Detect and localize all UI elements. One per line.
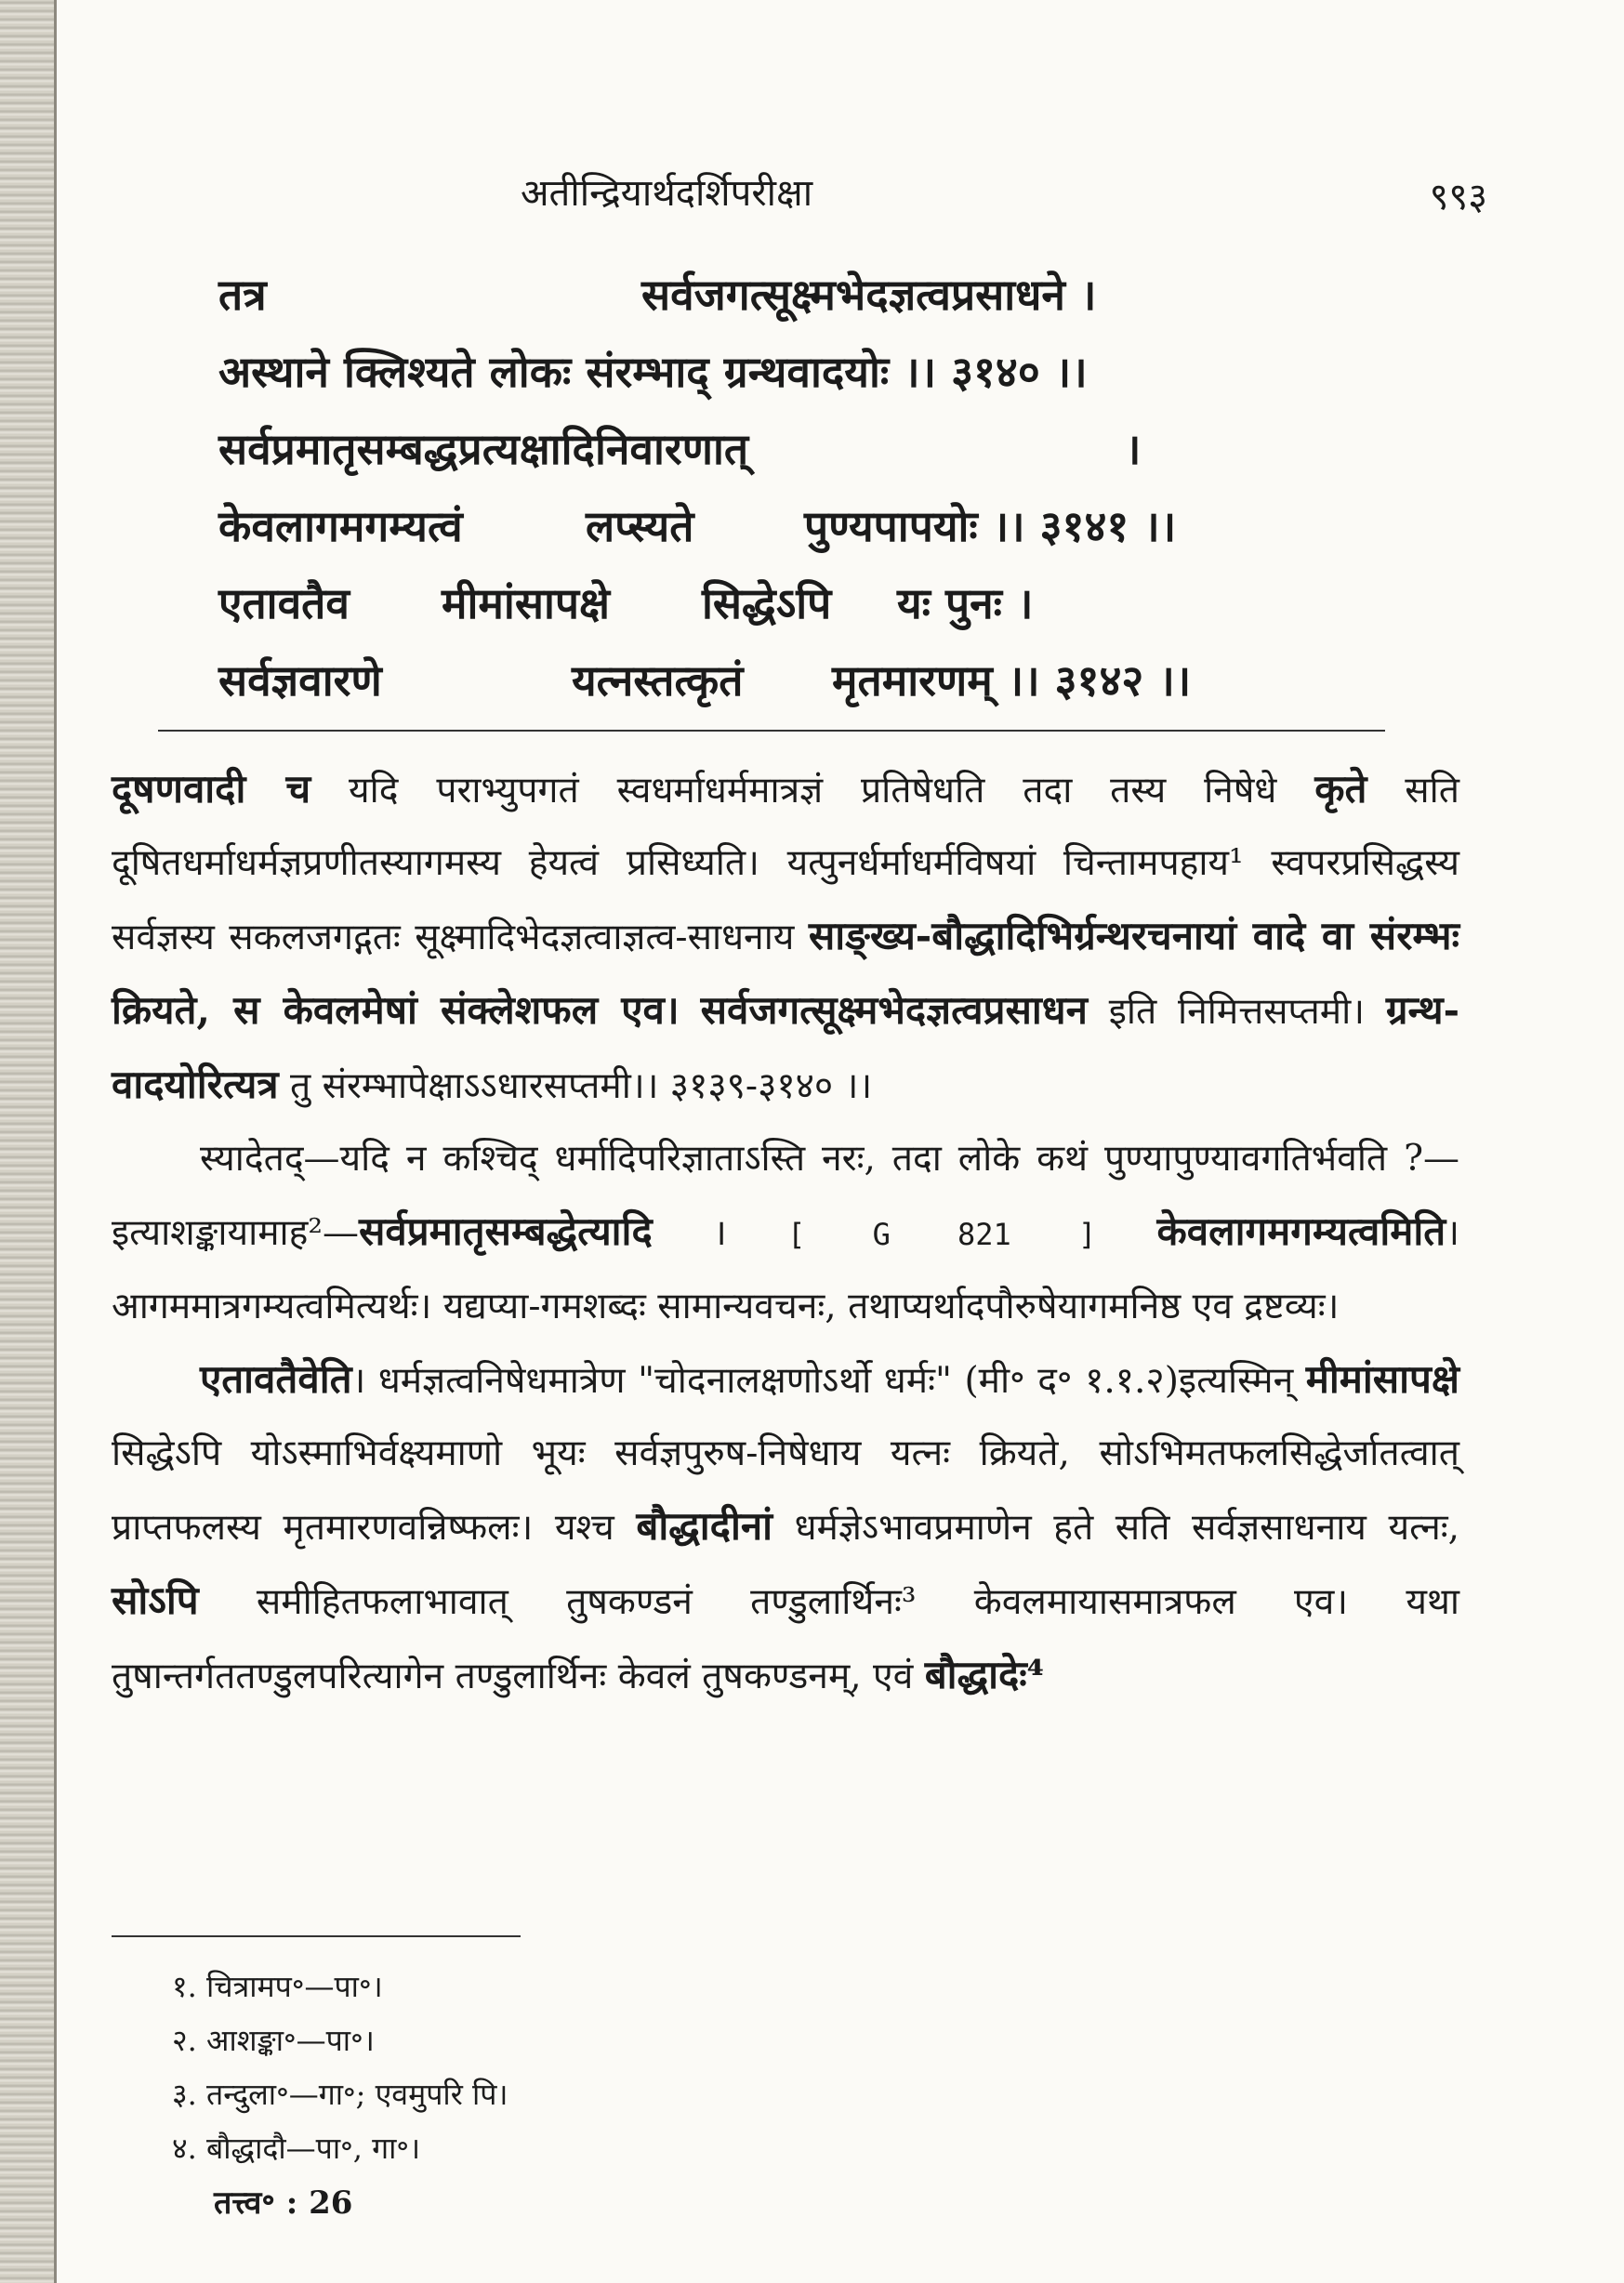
footnotes [172, 1960, 508, 2175]
lemma: सर्वप्रमातृसम्बद्धेत्यादि [358, 1208, 653, 1254]
verse-segment: सर्वप्रमातृसम्बद्धप्रत्यक्षादिनिवारणात् [218, 424, 749, 474]
signature-mark: तत्त्व॰ : 26 [214, 2184, 353, 2222]
verse-segment: यः पुनः । [897, 578, 1034, 628]
verse-segment: । [1125, 424, 1142, 474]
verse-line [218, 342, 1399, 419]
commentary-text: तु संरम्भापेक्षाऽऽधारसप्तमी।। ३१३९-३१४० ।। [278, 1065, 873, 1107]
verse-segment: पुण्यपापयोः ।। ३१४१ ।। [804, 501, 1177, 551]
commentary-text: इति निमित्तसप्तमी। [1087, 991, 1386, 1033]
commentary-text: सति दूषितधर्माधर्मज्ञप्रणीतस्यागमस्य हेयत्वं प्रसिध्यति। यत्पुनर्धर्माधर्मविषयां चिन्तामपहाय¹ स्वपरप्रसिद्धस्य सर्वज्ञस्य सकलजगद्गतः सूक्ष्मादिभेदज्ञत्वाज्ञत्व-साधनाय [112, 770, 1459, 958]
verse-segment: केवलागमगम्यत्वं [218, 501, 463, 551]
lemma: साङ्ख्य-बौद्धादिभिर्ग्रन्थरचनायां वादे वा संरम्भः क्रियते, स केवलमेषां संक्लेशफल एव। [112, 913, 1459, 1033]
lemma: मीमांसापक्षे [1305, 1356, 1459, 1402]
page [112, 0, 1562, 2283]
lemma: केवलागमगम्यत्वमिति [1156, 1208, 1446, 1254]
book-binding-edge [0, 0, 57, 2283]
footnote: १. चित्रामप॰—पा॰। [172, 1969, 383, 2004]
running-title: अतीन्द्रियार्थदर्शिपरीक्षा [521, 172, 813, 215]
page-number: ९९३ [1429, 176, 1487, 218]
lemma: कृते [1314, 766, 1367, 812]
footnote-divider [112, 1935, 521, 1937]
footnote: ४. बौद्धादौ—पा॰, गा॰। [172, 2131, 421, 2166]
verse-line [218, 496, 1399, 574]
lemma: दूषणवादी च [112, 766, 311, 812]
verse-segment: अस्थाने क्लिश्यते लोकः संरम्भाद् ग्रन्थवादयोः ।। ३१४० ।। [218, 347, 1088, 397]
commentary-text [680, 991, 701, 1033]
commentary-text: । धर्मज्ञत्वनिषेधमात्रेण "चोदनालक्षणोऽर्थो धर्मः" (मी॰ द॰ १.१.२)इत्यस्मिन् [351, 1360, 1306, 1402]
commentary-text: धर्मज्ञेऽभावप्रमाणेन हते सति सर्वज्ञसाधनाय यत्नः, [772, 1507, 1459, 1549]
commentary-text: । [652, 1212, 788, 1254]
page-header [112, 165, 1525, 221]
verse-segment: सिद्धेऽपि [702, 578, 832, 628]
verse-segment: सर्वज्ञवारणे [218, 655, 382, 706]
footnote: ३. तन्दुला॰—गा॰; एवमुपरि पि। [172, 2077, 508, 2112]
commentary-paragraph [112, 1343, 1459, 1713]
verse-line [218, 574, 1399, 651]
footnote: २. आशङ्का॰—पा॰। [172, 2023, 375, 2058]
commentary-text: समीहितफलाभावात् तुषकण्डनं तण्डुलार्थिनः³ केवलमायासमात्रफल एव। यथा तुषान्तर्गततण्डुलपरित्यागेन तण्डुलार्थिनः केवलं तुषकण्डनम्, एवं [112, 1581, 1459, 1697]
verse-segment: सर्वजगत्सूक्ष्मभेदज्ञत्वप्रसाधने । [641, 270, 1097, 320]
lemma: बौद्धादीनां [636, 1503, 773, 1549]
commentary-text: सिद्धेऽपि योऽस्माभिर्वक्ष्यमाणो भूयः सर्वज्ञपुरुष-निषेधाय यत्नः क्रियते, सोऽभिमतफलसिद्धेर्जातत्वात् प्राप्तफलस्य मृतमारणवन्निष्फलः। यश्च [112, 1432, 1459, 1549]
commentary-text: यदि पराभ्युपगतं स्वधर्माधर्ममात्रज्ञं प्रतिषेधति तदा तस्य निषेधे [310, 770, 1315, 812]
edition-page-reference: [ G 821 ] [787, 1217, 1097, 1252]
commentary-paragraph [112, 753, 1459, 1123]
commentary-text: । आगममात्रगम्यत्वमित्यर्थः। यद्यप्या-गमशब्दः सामान्यवचनः, तथाप्यर्थादपौरुषेयागमनिष्ठ एव द्रष्टव्यः। [112, 1212, 1460, 1327]
verse-segment: तत्र [218, 270, 267, 320]
commentary-text [1096, 1212, 1156, 1254]
lemma: सर्वजगत्सूक्ष्मभेदज्ञत्वप्रसाधन [700, 987, 1088, 1033]
verse-divider [158, 730, 1385, 732]
verse-segment: मीमांसापक्षे [442, 578, 610, 628]
verse-segment: लप्स्यते [586, 501, 694, 551]
verse-line [218, 419, 1399, 496]
lemma: बौद्धादेः⁴ [924, 1652, 1045, 1697]
verse-segment: एतावतैव [218, 578, 350, 628]
commentary-text: स्यादेतद्—यदि न कश्चिद् धर्मादिपरिज्ञाताऽस्ति नरः, तदा लोके कथं पुण्यापुण्यावगतिर्भवति ?—इत्याशङ्कायामाह²— [112, 1138, 1459, 1254]
lemma: सोऽपि [112, 1577, 199, 1623]
verse-line [218, 265, 1399, 342]
commentary-paragraph [112, 1123, 1459, 1343]
verse-block [218, 265, 1399, 728]
lemma: ग्रन्थ-वादयोरित्यत्र [112, 987, 1459, 1107]
commentary [112, 753, 1459, 1713]
verse-segment: यत्नस्तत्कृतं [572, 655, 744, 706]
verse-line [218, 651, 1399, 728]
lemma: एतावतैवेति [200, 1356, 352, 1402]
verse-segment: मृतमारणम् ।। ३१४२ ।। [832, 655, 1192, 706]
